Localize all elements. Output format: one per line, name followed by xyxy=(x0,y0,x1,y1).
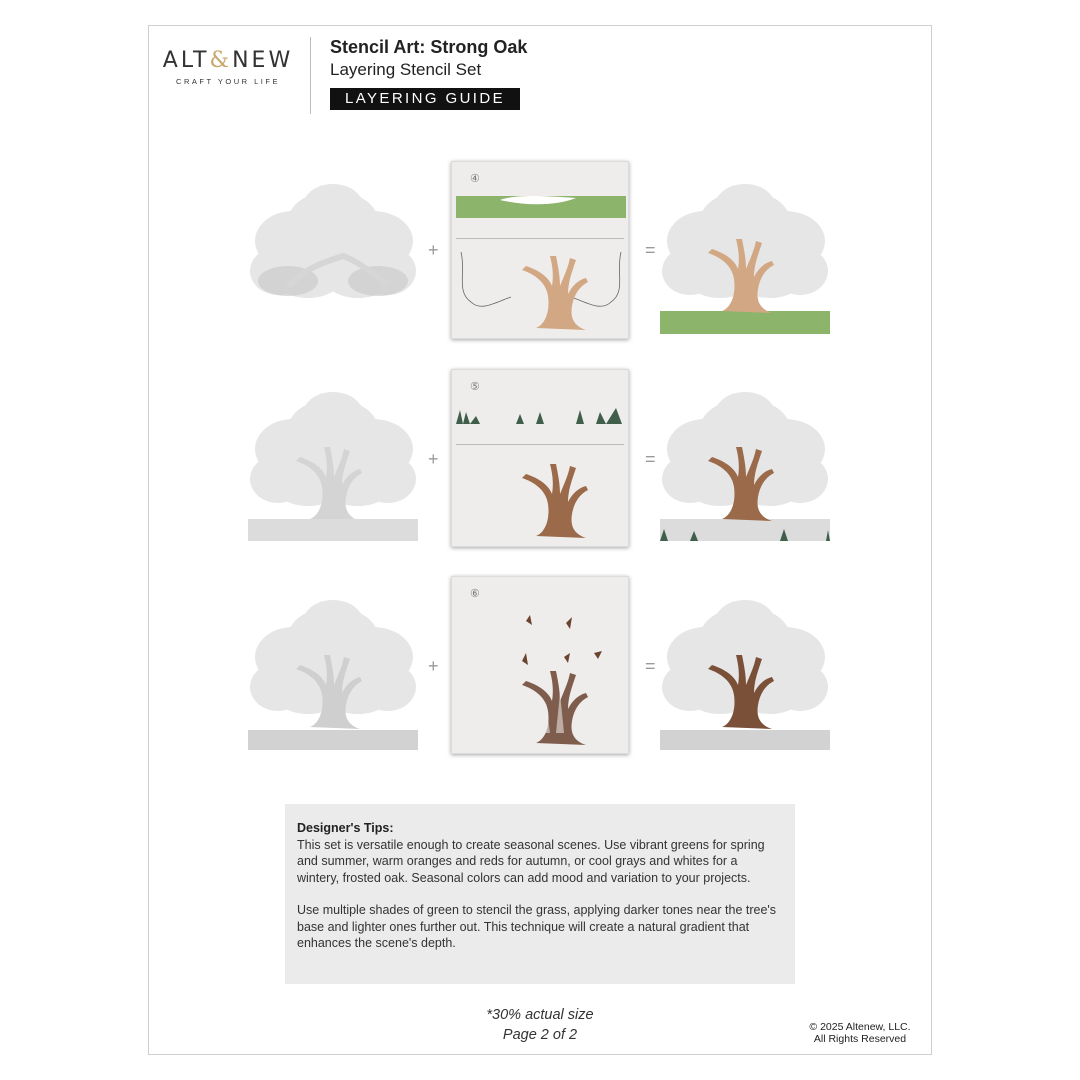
page-subtitle: Layering Stencil Set xyxy=(330,60,482,79)
stencil-card-step-6 xyxy=(451,576,629,754)
stencil-divider xyxy=(456,238,624,239)
page-title: Stencil Art: Strong Oak xyxy=(330,37,528,57)
plus-sign: + xyxy=(428,656,439,676)
equals-sign: = xyxy=(645,240,656,260)
bark-detail-stencil xyxy=(456,613,626,747)
row3-result-illustration xyxy=(660,592,830,752)
scale-note: *30% actual size xyxy=(486,1007,594,1023)
row2-base-tree-illustration xyxy=(248,384,418,544)
step-number: ⑤ xyxy=(470,381,480,393)
tips-paragraph-1: This set is versatile enough to create seasonal scenes. Use vibrant greens for spring and summer, warm oranges and reds for autumn, or cool grays and whites for a wintery, frosted oak. Seasonal colors can add mood and variation to your projects. xyxy=(297,837,765,885)
copyright-block xyxy=(780,1021,940,1045)
page-number: Page 2 of 2 xyxy=(502,1027,578,1043)
grass-strip-stencil xyxy=(456,190,626,220)
designer-tips-box xyxy=(285,804,795,984)
stencil-card-step-5 xyxy=(451,369,629,547)
row2-result-illustration xyxy=(660,384,830,544)
row1-result-illustration xyxy=(660,176,830,336)
layering-guide-badge: LAYERING GUIDE xyxy=(330,88,520,110)
tips-heading: Designer's Tips: xyxy=(297,821,394,835)
altenew-logo xyxy=(160,48,296,86)
step-number: ⑥ xyxy=(470,588,480,600)
trunk-stencil xyxy=(456,450,626,540)
equals-sign: = xyxy=(645,449,656,469)
step-number: ④ xyxy=(470,173,480,185)
logo-wordmark: ALT&NEW xyxy=(162,48,294,73)
trunk-stencil xyxy=(456,242,626,332)
header-divider xyxy=(310,37,311,114)
footer-notes xyxy=(440,1005,640,1045)
logo-tagline: CRAFT YOUR LIFE xyxy=(176,77,280,86)
equals-sign: = xyxy=(645,656,656,676)
plus-sign: + xyxy=(428,449,439,469)
stencil-divider xyxy=(456,444,624,445)
plus-sign: + xyxy=(428,240,439,260)
rights-reserved: All Rights Reserved xyxy=(813,1033,907,1045)
dark-grass-stencil xyxy=(456,406,626,426)
stencil-card-step-4 xyxy=(451,161,629,339)
tips-paragraph-2: Use multiple shades of green to stencil the grass, applying darker tones near the tree's base and lighter ones further out. This technique will create a natural gradient that enhances the scene's depth. xyxy=(297,903,777,950)
row1-base-tree-illustration xyxy=(248,176,418,306)
copyright: © 2025 Altenew, LLC. xyxy=(809,1021,911,1033)
row3-base-tree-illustration xyxy=(248,592,418,752)
